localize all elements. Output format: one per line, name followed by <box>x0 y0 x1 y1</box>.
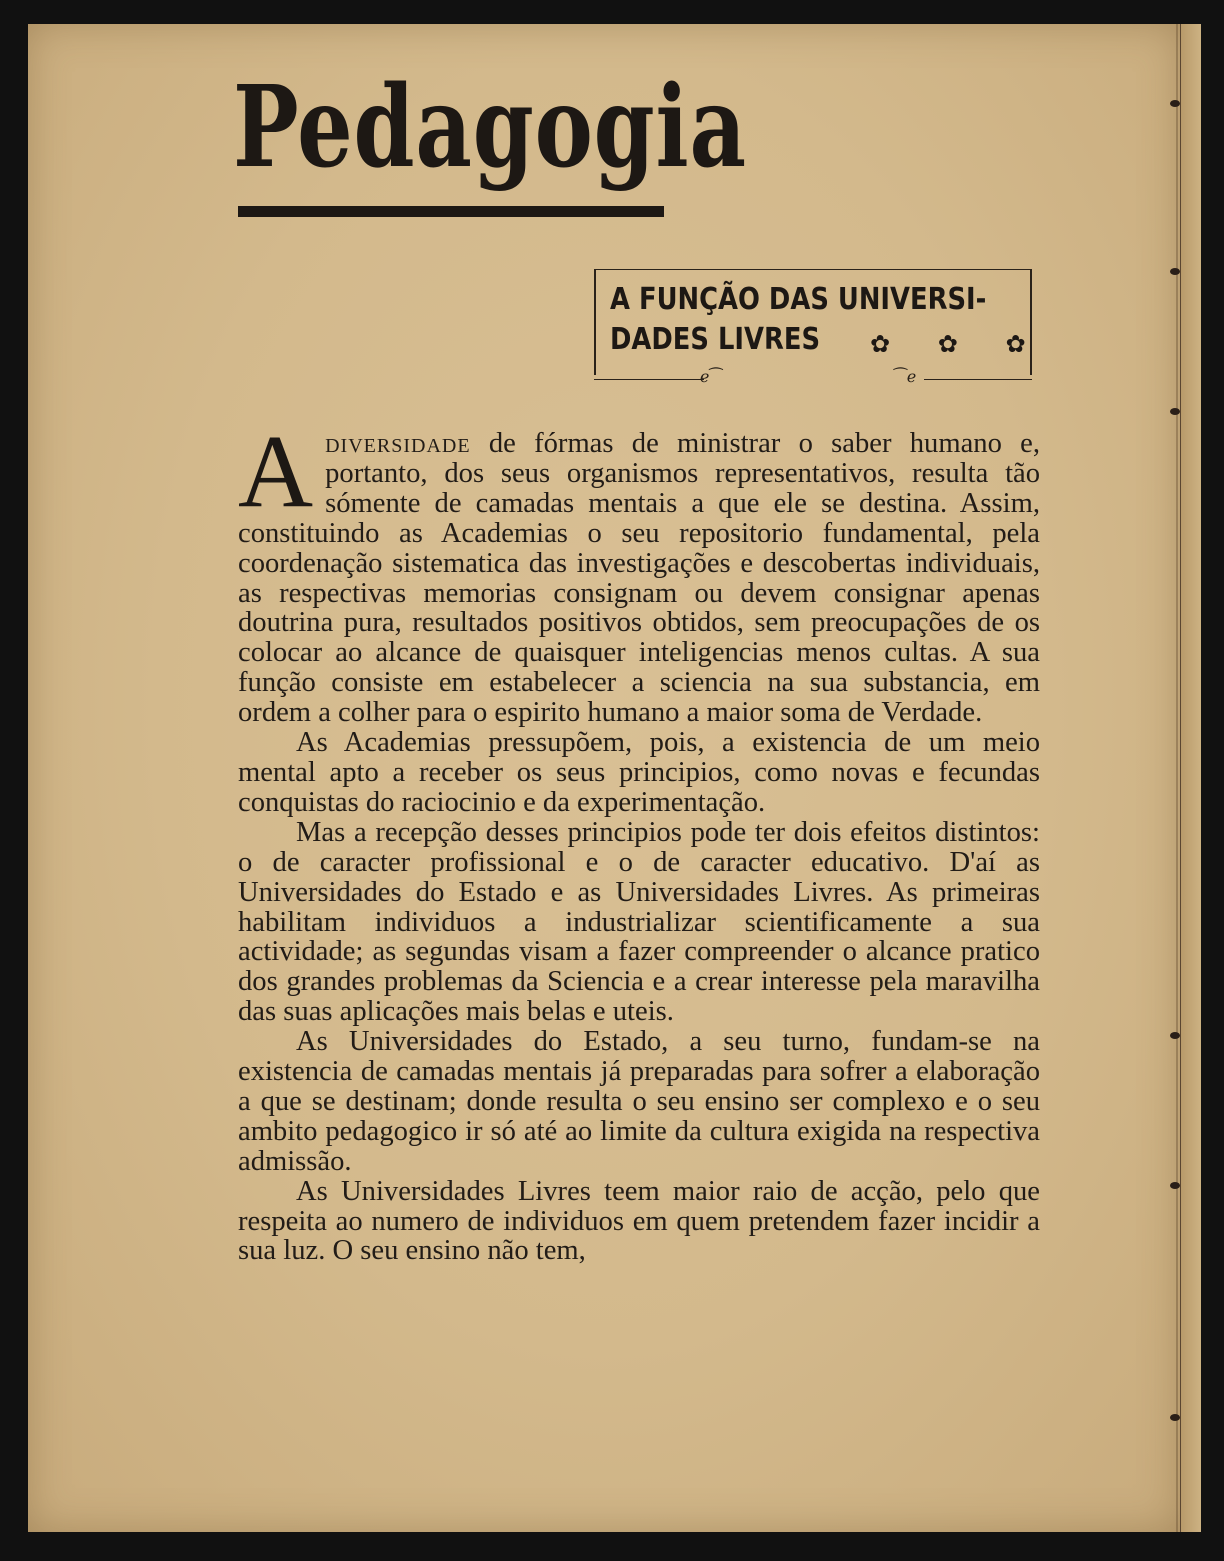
binding-mark <box>1170 1414 1180 1421</box>
article-heading-line-1: A FUNÇÃO DAS UNIVERSI- <box>610 282 987 317</box>
paragraph: Mas a recepção desses principios pode ter dois efeitos distintos: o de caracter profissional e o de caracter educativo. D'aí as Universidades do Estado e as Universidades Livres. As primeiras habilitam individuos a industrializar scientificamente a sua actividade; as segundas visam a fazer compreender o alcance pratico dos grandes problemas da Sciencia e a crear interesse pela maravilha das suas aplicações mais belas e uteis. <box>238 816 1040 1028</box>
paragraph <box>238 414 1040 729</box>
bottom-rule-left <box>594 379 704 380</box>
paragraph: As Universidades do Estado, a seu turno, fundam-se na existencia de camadas mentais já preparadas para sofrer a elaboração a que se destinam; donde resulta o seu ensino ser complexo e o seu ambito pedagogico ir só até ao limite da cultura exigida na respectiva admissão. <box>238 1026 1040 1177</box>
page-title: Pedagogia <box>233 62 747 193</box>
binding-mark <box>1170 1182 1180 1189</box>
scroll-ornament-left-icon: ℯ⁀ <box>700 367 723 386</box>
paragraph-text: de fórmas de ministrar o saber humano e, portanto, dos seus organismos representativos, resulta tão sómente de camadas mentais a que ele se destina. Assim, constituindo as Academias o seu repositorio fundamental, pela coordenação sistematica das investigações e descobertas individuais, as respectivas memorias consignam ou devem consignar apenas doutrina pura, resultados positivos obtidos, sem preocupações de os colocar ao alcance de quaisquer inteligencias menos cultas. A sua função consiste em estabelecer a sciencia na sua substancia, em ordem a colher para o espirito humano a maior soma de Verdade. <box>238 428 1040 729</box>
title-underline <box>238 206 664 217</box>
page-fold-line <box>1176 24 1178 1532</box>
binding-mark <box>1170 100 1180 107</box>
heading-box-bottom-rule <box>594 367 1032 389</box>
paragraph: As Universidades Livres teem maior raio de acção, pelo que respeita ao numero de individuos em quem pretendem fazer incidir a sua luz. O seu ensino não tem, <box>238 1175 1040 1267</box>
bottom-rule-right <box>924 379 1032 380</box>
paragraph: As Academias pressupõem, pois, a existencia de um meio mental apto a receber os seus principios, como novas e fecundas conquistas do raciocinio e da experimentação. <box>238 727 1040 818</box>
binding-mark <box>1170 1032 1180 1039</box>
drop-cap: A <box>238 414 314 529</box>
document-page <box>28 24 1180 1532</box>
article-heading-box <box>594 269 1032 375</box>
binding-mark <box>1170 408 1180 415</box>
scroll-ornament-right-icon: ⁀ℯ <box>894 367 917 386</box>
next-page-edge <box>1180 24 1201 1532</box>
fleuron-ornaments-icon: ✿ ✿ ✿ <box>870 330 1046 358</box>
binding-mark <box>1170 268 1180 275</box>
article-heading-line-2: DADES LIVRES <box>610 322 821 357</box>
article-body <box>238 414 1040 1267</box>
lead-word: diversidade <box>325 428 471 459</box>
